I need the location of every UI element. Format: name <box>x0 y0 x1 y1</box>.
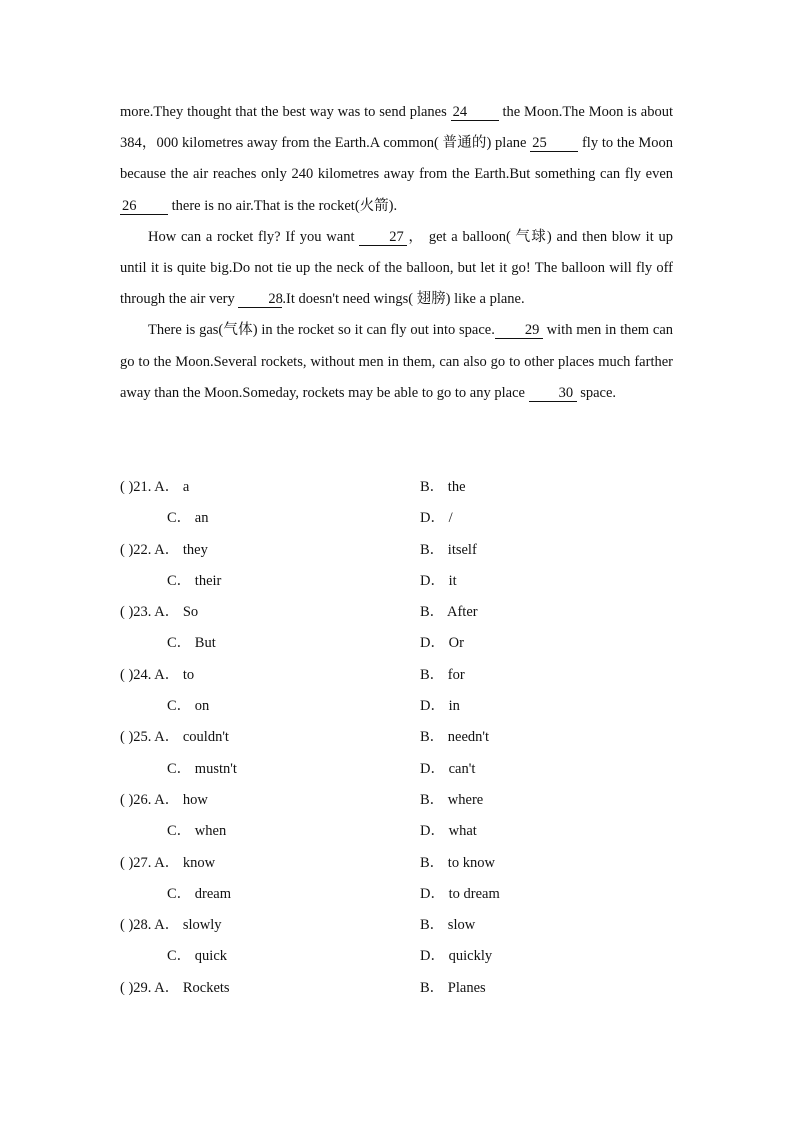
question-row <box>120 597 680 628</box>
blank-28: 28 <box>238 291 282 308</box>
option-a-letter: A． <box>154 979 180 996</box>
option-a-text: they <box>182 541 208 558</box>
option-a-text: know <box>182 854 216 871</box>
option-b-letter: B． <box>420 854 445 871</box>
option-d <box>420 566 457 597</box>
option-c <box>167 879 231 910</box>
option-c-letter: C． <box>167 635 192 652</box>
option-a-letter: A． <box>154 479 180 495</box>
option-b <box>420 848 495 879</box>
option-d-text: what <box>448 823 477 840</box>
option-d-text: it <box>448 572 457 589</box>
paragraph-3 <box>120 315 673 409</box>
option-d-letter: D． <box>420 760 445 777</box>
option-c-letter: C． <box>167 885 192 902</box>
question-row-cd <box>120 691 680 722</box>
option-b <box>420 722 489 753</box>
question-row <box>120 973 680 1004</box>
option-c-text: dream <box>194 885 232 902</box>
question-number: ( )27. <box>120 854 152 871</box>
passage-text: There is gas(气体) in the rocket so it can fly out into space. <box>148 322 495 339</box>
question-row <box>120 785 680 816</box>
option-b <box>420 973 486 1004</box>
option-b-text: the <box>447 479 466 495</box>
option-c <box>167 503 208 534</box>
passage-text: How can a rocket fly? If you want <box>148 228 360 245</box>
question-number: ( )25. <box>120 729 152 746</box>
question-number-and-option-a <box>120 848 215 879</box>
option-b-letter: B． <box>420 479 445 495</box>
option-a-letter: A． <box>154 666 180 683</box>
option-a-text: couldn't <box>182 729 229 746</box>
passage-text: with men in them can go to the Moon.Several rockets, without men in them, can also go to other places much farther away than the Moon.Someday, rockets may be able to go to any place <box>120 322 673 401</box>
question-row <box>120 660 680 691</box>
option-d-letter: D． <box>420 635 445 652</box>
option-b-letter: B． <box>420 917 445 934</box>
passage-text: more.They thought that the best way was to send planes <box>120 104 451 120</box>
option-c-letter: C． <box>167 510 192 527</box>
option-c-text: quick <box>194 948 228 965</box>
option-d <box>420 503 453 534</box>
option-c-text: when <box>194 823 227 840</box>
option-b-text: Planes <box>447 979 486 996</box>
option-d <box>420 754 475 785</box>
passage-text: fly to the Moon because the air reaches only 240 kilometres away from the Earth.But something can fly even <box>120 135 674 183</box>
option-a-letter: A． <box>154 917 180 934</box>
question-number-and-option-a <box>120 973 230 1004</box>
option-b-letter: B． <box>420 666 445 683</box>
option-d <box>420 879 500 910</box>
passage-text: ， get a balloon( 气球) and then blow it up until it is quite big.Do not tie up the neck of the balloon, but let it go! The balloon will fly off through the air very <box>120 228 673 308</box>
blank-25: 25 <box>530 135 578 152</box>
option-d <box>420 941 492 972</box>
option-a-text: Rockets <box>182 979 230 996</box>
option-d-letter: D． <box>420 948 445 965</box>
question-row-cd <box>120 566 680 597</box>
option-c <box>167 754 237 785</box>
option-a-text: to <box>182 666 195 683</box>
option-c-letter: C． <box>167 760 192 777</box>
question-row <box>120 472 680 503</box>
option-a-text: slowly <box>182 917 222 934</box>
option-d <box>420 816 477 847</box>
option-c-letter: C． <box>167 572 192 589</box>
option-c-text: mustn't <box>194 760 237 777</box>
question-row-cd <box>120 816 680 847</box>
option-b-text: for <box>447 666 465 683</box>
question-number-and-option-a <box>120 597 198 628</box>
passage-text: the Moon.The Moon is about 384，000 kilometres away from the Earth.A common( 普通的) plane <box>120 104 673 152</box>
question-row <box>120 848 680 879</box>
question-row-cd <box>120 754 680 785</box>
option-a-text: So <box>182 604 199 621</box>
option-c <box>167 816 226 847</box>
option-c-text: on <box>194 698 210 715</box>
option-d <box>420 628 464 659</box>
option-c-text: an <box>194 510 209 527</box>
question-number-and-option-a <box>120 722 229 753</box>
option-b-letter: B． <box>420 604 445 621</box>
question-number: ( )21. <box>120 479 152 495</box>
option-b <box>420 660 465 691</box>
option-b <box>420 535 477 566</box>
option-d <box>420 691 460 722</box>
option-c <box>167 566 221 597</box>
question-number-and-option-a <box>120 472 189 503</box>
question-number: ( )24. <box>120 666 152 683</box>
option-b <box>420 597 478 628</box>
option-d-text: quickly <box>448 948 493 965</box>
option-d-text: Or <box>448 635 464 652</box>
option-b-text: After <box>447 604 478 621</box>
option-d-letter: D． <box>420 823 445 840</box>
passage-text: .It doesn't need wings( 翅膀) like a plane. <box>282 291 525 308</box>
question-number: ( )26. <box>120 791 152 808</box>
option-a-letter: A． <box>154 541 180 558</box>
question-row-cd <box>120 879 680 910</box>
question-number-and-option-a <box>120 535 208 566</box>
option-d-text: can't <box>448 760 476 777</box>
blank-27: 27 <box>359 229 407 246</box>
option-d-text: / <box>448 510 453 527</box>
option-b-letter: B． <box>420 791 445 808</box>
option-a-letter: A． <box>154 604 180 621</box>
option-c-text: their <box>194 572 222 589</box>
option-b-text: where <box>447 791 484 808</box>
paragraph-1 <box>120 97 673 222</box>
option-b <box>420 472 466 503</box>
option-b-text: needn't <box>447 729 490 746</box>
option-b-text: itself <box>447 541 477 558</box>
question-row <box>120 722 680 753</box>
blank-24: 24 <box>451 104 499 121</box>
question-number: ( )28. <box>120 917 152 934</box>
option-d-text: in <box>448 698 460 715</box>
option-d-letter: D． <box>420 572 445 589</box>
option-c-text: But <box>194 635 216 652</box>
question-number: ( )22. <box>120 541 152 558</box>
option-b <box>420 910 475 941</box>
question-number: ( )23. <box>120 604 152 621</box>
question-number: ( )29. <box>120 979 152 996</box>
option-d-letter: D． <box>420 698 445 715</box>
option-c <box>167 941 227 972</box>
option-a-letter: A． <box>154 791 180 808</box>
option-b-letter: B． <box>420 979 445 996</box>
passage-text: space. <box>576 384 617 401</box>
question-number-and-option-a <box>120 660 194 691</box>
option-b-letter: B． <box>420 541 445 558</box>
option-d-text: to dream <box>448 885 500 902</box>
question-list <box>120 472 680 1004</box>
option-c <box>167 628 216 659</box>
option-c-letter: C． <box>167 823 192 840</box>
option-a-letter: A． <box>154 729 180 746</box>
option-c-letter: C． <box>167 948 192 965</box>
option-b-text: to know <box>447 854 495 871</box>
question-row-cd <box>120 503 680 534</box>
option-d-letter: D． <box>420 885 445 902</box>
option-c <box>167 691 209 722</box>
question-row-cd <box>120 628 680 659</box>
blank-29: 29 <box>495 322 543 339</box>
option-d-letter: D． <box>420 510 445 527</box>
question-row <box>120 910 680 941</box>
blank-26: 26 <box>120 198 168 215</box>
question-row <box>120 535 680 566</box>
option-b <box>420 785 483 816</box>
question-number-and-option-a <box>120 785 208 816</box>
option-c-letter: C． <box>167 698 192 715</box>
option-a-letter: A． <box>154 854 180 871</box>
paragraph-2 <box>120 222 673 316</box>
question-number-and-option-a <box>120 910 222 941</box>
option-b-text: slow <box>447 917 476 934</box>
option-a-text: how <box>182 791 208 808</box>
option-b-letter: B． <box>420 729 445 746</box>
reading-passage <box>120 97 673 409</box>
passage-text: there is no air.That is the rocket(火箭). <box>168 197 398 214</box>
blank-30: 30 <box>529 385 577 402</box>
option-a-text: a <box>182 479 190 495</box>
question-row-cd <box>120 941 680 972</box>
